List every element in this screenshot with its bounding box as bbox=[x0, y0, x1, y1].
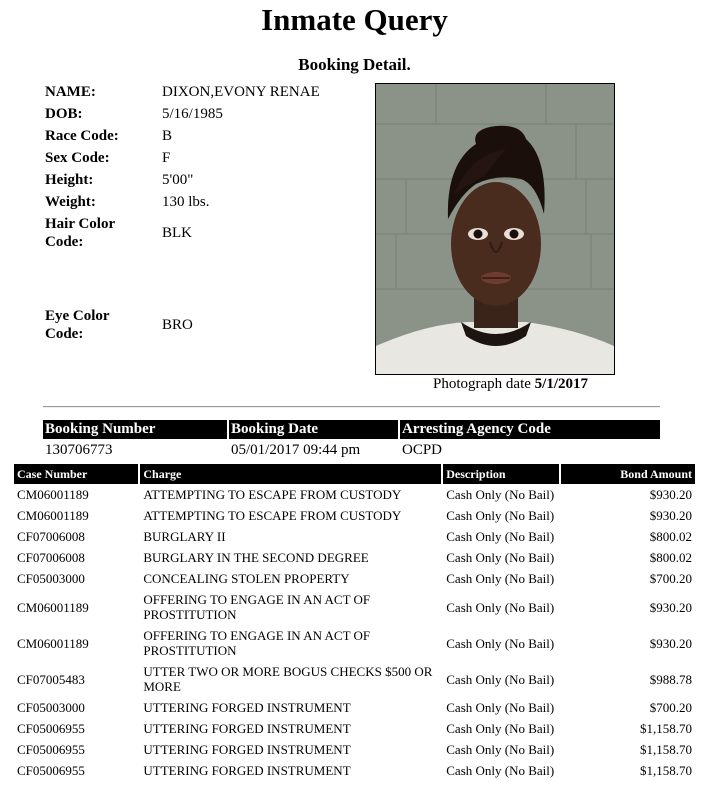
description-cell: Cash Only (No Bail) bbox=[446, 671, 555, 687]
charge-cell: UTTER TWO OR MORE BOGUS CHECKS $500 OR MORE bbox=[143, 664, 433, 694]
case-number-cell: CF07006008 bbox=[17, 529, 85, 544]
page-title: Inmate Query bbox=[261, 2, 448, 37]
table-row bbox=[14, 739, 695, 760]
charge-cell: OFFERING TO ENGAGE IN AN ACT OF PROSTITUTION bbox=[143, 592, 371, 622]
charge-cell: UTTERING FORGED INSTRUMENT bbox=[143, 721, 351, 736]
charge-cell: CONCEALING STOLEN PROPERTY bbox=[143, 571, 350, 586]
race-label: Race Code: bbox=[45, 128, 119, 144]
charge-cell: BURGLARY IN THE SECOND DEGREE bbox=[143, 550, 369, 565]
bond-amount-cell: $988.78 bbox=[649, 671, 692, 687]
case-number-cell: CF05006955 bbox=[17, 742, 85, 757]
description-cell: Cash Only (No Bail) bbox=[446, 529, 555, 544]
bond-amount-cell: $1,158.70 bbox=[640, 763, 692, 778]
bond-amount-cell: $700.20 bbox=[649, 571, 692, 586]
height-value: 5'00" bbox=[162, 172, 194, 188]
table-row bbox=[14, 505, 695, 526]
description-cell: Cash Only (No Bail) bbox=[446, 487, 555, 502]
charges-body bbox=[14, 484, 695, 781]
eye-color-value: BRO bbox=[162, 317, 193, 333]
bond-amount-header: Bond Amount bbox=[561, 464, 695, 484]
weight-value: 130 lbs. bbox=[162, 194, 210, 210]
case-number-cell: CF05003000 bbox=[17, 571, 85, 586]
bond-amount-cell: $930.20 bbox=[649, 599, 692, 615]
case-number-cell: CM06001189 bbox=[17, 487, 89, 502]
booking-number-value: 130706773 bbox=[45, 442, 113, 458]
case-number-cell: CF05003000 bbox=[17, 700, 85, 715]
charge-cell: UTTERING FORGED INSTRUMENT bbox=[143, 763, 351, 778]
table-row bbox=[14, 484, 695, 505]
table-row bbox=[14, 625, 695, 661]
booking-photo-image bbox=[376, 84, 614, 374]
photo-caption bbox=[433, 375, 588, 393]
case-number-cell: CF05006955 bbox=[17, 763, 85, 778]
bond-amount-cell: $930.20 bbox=[649, 508, 692, 523]
table-row bbox=[14, 526, 695, 547]
hair-color-label: Hair Color Code: bbox=[45, 216, 115, 250]
hair-color-value: BLK bbox=[162, 225, 192, 241]
booking-date-header: Booking Date bbox=[229, 420, 398, 439]
bond-amount-cell: $800.02 bbox=[649, 550, 692, 565]
table-row bbox=[14, 568, 695, 589]
case-number-header: Case Number bbox=[14, 464, 138, 484]
dob-value: 5/16/1985 bbox=[162, 106, 223, 122]
description-cell: Cash Only (No Bail) bbox=[446, 635, 555, 651]
case-number-cell: CF07005483 bbox=[17, 671, 85, 687]
table-row bbox=[14, 760, 695, 781]
bond-amount-cell: $930.20 bbox=[649, 635, 692, 651]
race-value: B bbox=[162, 128, 173, 144]
eye-color-label: Eye Color Code: bbox=[45, 308, 110, 342]
description-cell: Cash Only (No Bail) bbox=[446, 763, 555, 778]
charge-cell: ATTEMPTING TO ESCAPE FROM CUSTODY bbox=[143, 508, 402, 523]
case-number-cell: CF05006955 bbox=[17, 721, 85, 736]
description-cell: Cash Only (No Bail) bbox=[446, 508, 555, 523]
photo-date: 5/1/2017 bbox=[534, 376, 588, 392]
sex-value: F bbox=[162, 150, 171, 166]
bond-amount-cell: $700.20 bbox=[649, 700, 692, 715]
charge-cell: ATTEMPTING TO ESCAPE FROM CUSTODY bbox=[143, 487, 402, 502]
case-number-cell: CM06001189 bbox=[17, 508, 89, 523]
dob-label: DOB: bbox=[45, 106, 83, 122]
case-number-cell: CF07006008 bbox=[17, 550, 85, 565]
weight-label: Weight: bbox=[45, 194, 96, 210]
description-header: Description bbox=[443, 464, 558, 484]
name-label: NAME: bbox=[45, 84, 96, 100]
charges-header-row bbox=[14, 464, 695, 484]
description-cell: Cash Only (No Bail) bbox=[446, 550, 555, 565]
description-cell: Cash Only (No Bail) bbox=[446, 599, 555, 615]
charge-cell: UTTERING FORGED INSTRUMENT bbox=[143, 700, 351, 715]
sex-label: Sex Code: bbox=[45, 150, 110, 166]
bond-amount-cell: $1,158.70 bbox=[640, 721, 692, 736]
case-number-cell: CM06001189 bbox=[17, 635, 89, 651]
bond-amount-cell: $930.20 bbox=[649, 487, 692, 502]
description-cell: Cash Only (No Bail) bbox=[446, 571, 555, 586]
description-cell: Cash Only (No Bail) bbox=[446, 700, 555, 715]
booking-number-header: Booking Number bbox=[43, 420, 227, 439]
description-cell: Cash Only (No Bail) bbox=[446, 721, 555, 736]
charge-header: Charge bbox=[140, 464, 441, 484]
table-row bbox=[14, 589, 695, 625]
booking-photo bbox=[375, 83, 615, 375]
section-divider bbox=[43, 406, 660, 408]
arresting-agency-header: Arresting Agency Code bbox=[400, 420, 660, 439]
photo-caption-label: Photograph date bbox=[433, 376, 531, 392]
description-cell: Cash Only (No Bail) bbox=[446, 742, 555, 757]
charge-cell: UTTERING FORGED INSTRUMENT bbox=[143, 742, 351, 757]
arresting-agency-value: OCPD bbox=[402, 442, 443, 458]
charge-cell: OFFERING TO ENGAGE IN AN ACT OF PROSTITUTION bbox=[143, 628, 371, 658]
charge-cell: BURGLARY II bbox=[143, 529, 226, 544]
height-label: Height: bbox=[45, 172, 94, 188]
bond-amount-cell: $1,158.70 bbox=[640, 742, 692, 757]
page-subtitle: Booking Detail. bbox=[298, 55, 411, 74]
case-number-cell: CM06001189 bbox=[17, 599, 89, 615]
table-row bbox=[14, 718, 695, 739]
booking-date-value: 05/01/2017 09:44 pm bbox=[231, 442, 361, 458]
table-row bbox=[14, 697, 695, 718]
table-row bbox=[14, 661, 695, 697]
table-row bbox=[14, 547, 695, 568]
charges-table bbox=[12, 464, 697, 781]
name-value: DIXON,EVONY RENAE bbox=[162, 84, 320, 100]
bond-amount-cell: $800.02 bbox=[649, 529, 692, 544]
